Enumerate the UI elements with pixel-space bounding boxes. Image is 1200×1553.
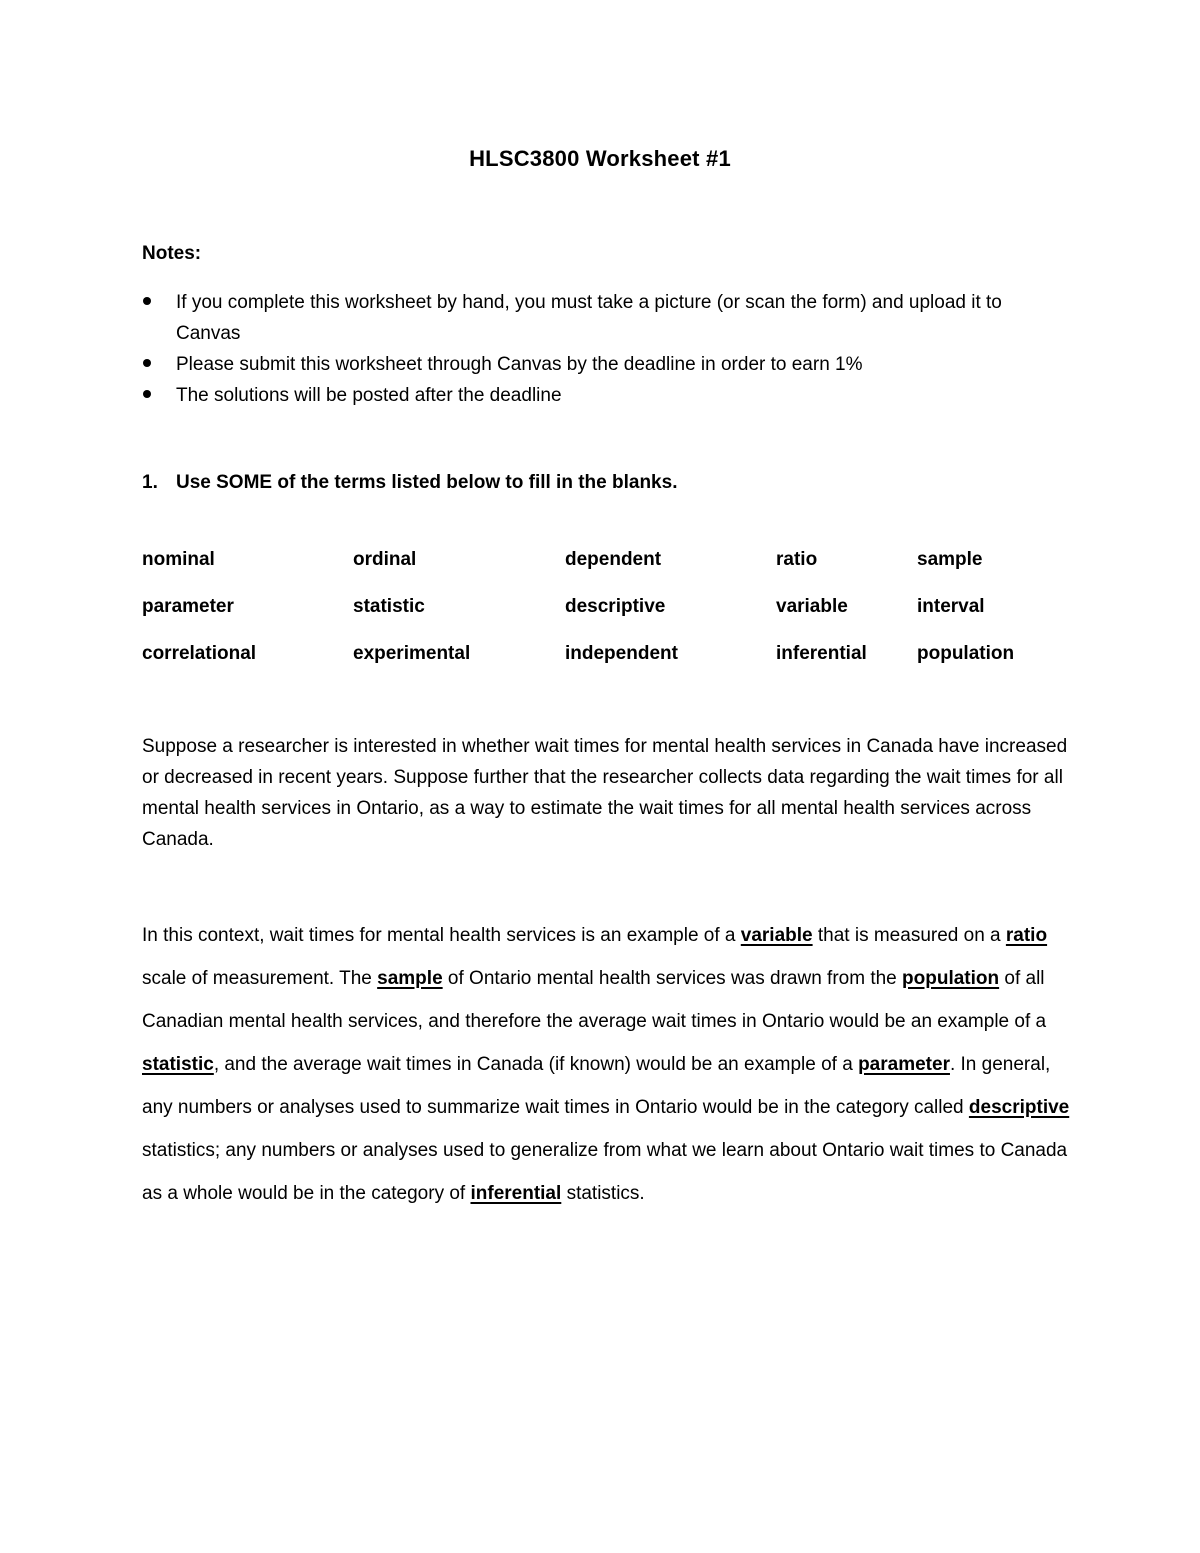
term: sample [917,549,983,570]
answer-text: that is measured on a [812,925,1006,946]
term: statistic [353,596,425,617]
notes-heading: Notes: [142,243,202,264]
term: correlational [142,643,257,664]
question-number: 1. [142,472,158,493]
term: ratio [776,549,818,570]
answer-blank-parameter: parameter [858,1054,950,1075]
term: experimental [353,643,471,664]
answer-text: of Ontario mental health services was drawn from the [442,968,903,989]
question-1 [142,472,677,494]
answer-blank-inferential: inferential [470,1183,562,1204]
term: descriptive [565,596,666,617]
answer-paragraph [142,914,1072,1215]
answer-blank-population: population [902,968,1000,989]
term: independent [565,643,678,664]
note-item [142,380,1042,411]
answer-blank-variable: variable [740,925,813,946]
answer-text: . In general, any numbers or analyses used to summarize wait times in Ontario would be in the category called [142,1054,1051,1118]
answer-text: , and the average wait times in Canada (if known) would be an example of a [213,1054,859,1075]
answer-blank-descriptive: descriptive [968,1097,1070,1118]
term: inferential [776,643,867,664]
bullet-icon [143,359,151,367]
question-text: Use SOME of the terms listed below to fill in the blanks. [176,472,678,493]
answer-text: In this context, wait times for mental health services is an example of a [142,925,741,946]
note-item [142,349,1042,380]
term: parameter [142,596,234,617]
answer-text: statistics; any numbers or analyses used to generalize from what we learn about Ontario wait times to Canada as a whole would be in the category of [142,1140,1068,1204]
term: interval [917,596,985,617]
page-title: HLSC3800 Worksheet #1 [469,146,731,171]
notes-list [142,287,1042,411]
note-text: The solutions will be posted after the deadline [176,385,562,406]
answer-text: scale of measurement. The [142,968,378,989]
answer-text: statistics. [561,1183,645,1204]
answer-blank-sample: sample [377,968,443,989]
answer-blank-statistic: statistic [142,1054,214,1075]
note-item [142,287,1042,349]
term: nominal [142,549,215,570]
scenario-paragraph: Suppose a researcher is interested in whether wait times for mental health services in Canada have increased or decreased in recent years. Suppose further that the researcher collects data regarding the wait times for all mental health services in Ontario, as a way to estimate the wait times for all mental health services across Canada. [142,736,1068,850]
terms-grid [142,546,1062,667]
bullet-icon [143,390,151,398]
bullet-icon [143,297,151,305]
term: ordinal [353,549,417,570]
note-text: If you complete this worksheet by hand, you must take a picture (or scan the form) and upload it to Canvas [176,292,1002,344]
answer-blank-ratio: ratio [1005,925,1048,946]
term: dependent [565,549,662,570]
note-text: Please submit this worksheet through Canvas by the deadline in order to earn 1% [176,354,863,375]
term: variable [776,596,848,617]
term: population [917,643,1015,664]
answer-text: of all Canadian mental health services, and therefore the average wait times in Ontario would be an example of a [142,968,1047,1032]
